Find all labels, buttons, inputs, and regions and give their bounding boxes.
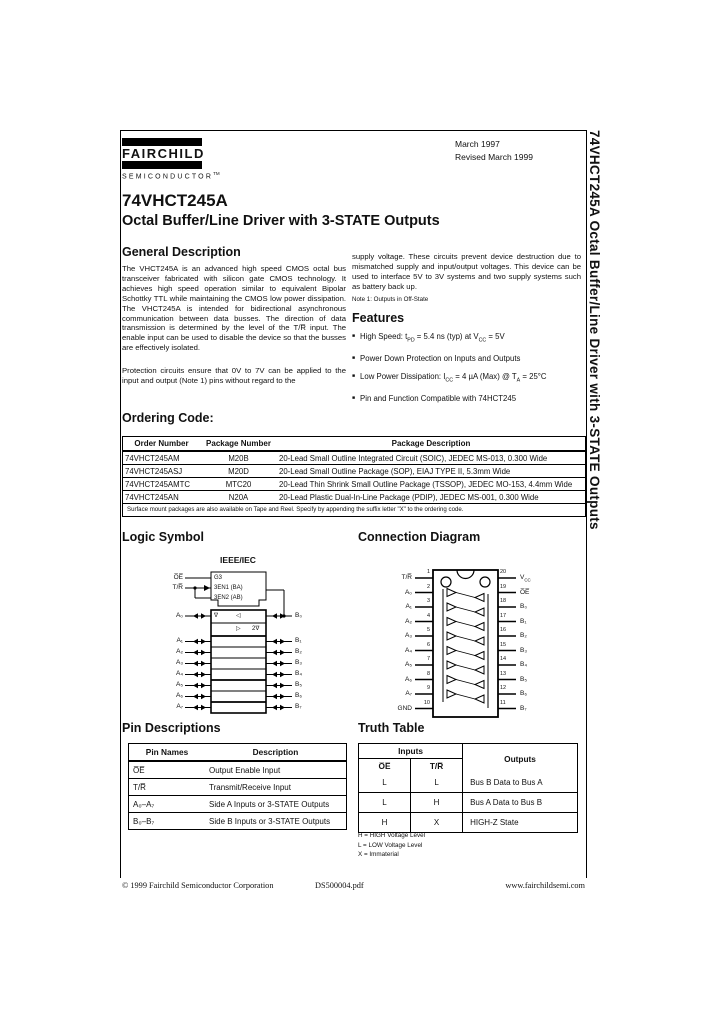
- revised-date: Revised March 1999: [455, 152, 533, 162]
- pin-description-cell: Side A Inputs or 3-STATE Outputs: [205, 796, 347, 813]
- truth-table-tbody: [359, 773, 578, 833]
- truth-table-note: L = LOW Voltage Level: [358, 841, 423, 849]
- square-bullet-icon: ■: [352, 394, 356, 401]
- truth-table-note: H = HIGH Voltage Level: [358, 832, 426, 839]
- truth-table-cell: HIGH-Z State: [463, 813, 578, 833]
- square-bullet-icon: ■: [352, 372, 356, 379]
- feature-text: High Speed: $t_{PD} = 5.4$ ns (typ) at $V_{CC} = 5V$: [360, 332, 505, 344]
- logic-right-pin-label: B₂: [295, 648, 302, 655]
- connection-left-pin-number: 2: [426, 583, 430, 590]
- pin-descriptions-heading: Pin Descriptions: [122, 721, 221, 735]
- logic-cell-left-triangle: ◁: [236, 613, 241, 619]
- feature-text: Power Down Protection on Inputs and Outputs: [360, 354, 521, 364]
- ordering-cell: 74VHCT245AN: [123, 491, 200, 504]
- note-1: Note 1: Outputs in Off-State: [352, 296, 429, 303]
- ordering-col-order: Order Number: [123, 437, 200, 451]
- pin-description-cell: B₀–B₇: [133, 816, 155, 826]
- pin-descriptions-header-row: [129, 744, 347, 762]
- connection-right-pin-label: B₀: [520, 603, 528, 610]
- ordering-cell: MTC20: [200, 478, 277, 491]
- ordering-tbody: [123, 451, 585, 503]
- ordering-cell: M20D: [200, 465, 277, 478]
- logic-right-pin-label: B₄: [295, 670, 302, 677]
- ordering-col-package: Package Number: [200, 437, 277, 451]
- features-heading: Features: [352, 311, 405, 325]
- date-block: [455, 138, 533, 164]
- square-bullet-icon: ■: [352, 355, 356, 362]
- truth-table-row: [359, 773, 578, 793]
- square-bullet-icon: ■: [352, 333, 356, 339]
- logic-right-pin-label: B₀: [295, 611, 303, 619]
- inputs-group-header: Inputs: [359, 744, 463, 759]
- feature-item: [352, 332, 582, 346]
- brand-text: FAIRCHILD: [122, 146, 205, 161]
- general-description-p3: supply voltage. These circuits prevent device destruction due to mismatched supply and input/output voltages. This device can be used to interface 5V to 3V systems and two supply systems such as battery back up.: [352, 252, 581, 291]
- pin-descriptions-table: [128, 743, 347, 830]
- connection-left-pin-label: A₂: [405, 617, 412, 625]
- general-description-p2: Protection circuits ensure that 0V to 7V can be applied to the input and output (Note 1) pins without regard to the: [122, 366, 346, 385]
- connection-left-pin-label: A₇: [405, 690, 412, 697]
- connection-left-pin-label: A₃: [405, 632, 412, 639]
- ordering-table-box: [122, 436, 586, 517]
- connection-right-pin-number: 16: [500, 627, 507, 633]
- truth-table: [358, 743, 578, 833]
- truth-table-cell: Bus B Data to Bus A: [470, 778, 543, 787]
- pin-description-row: [129, 813, 347, 830]
- pin-description-row: [129, 761, 347, 779]
- connection-left-pin-label: GND: [397, 704, 412, 712]
- truth-table-row: [359, 813, 578, 833]
- oe-column-header: O̅E̅: [359, 759, 411, 774]
- feature-text: Pin and Function Compatible with 74HCT245: [360, 393, 517, 403]
- connection-left-pin-number: 8: [426, 670, 430, 677]
- copyright-text: © 1999 Fairchild Semiconductor Corporation: [122, 881, 274, 890]
- feature-item: [352, 394, 582, 403]
- pin-description-cell: Transmit/Receive Input: [205, 779, 347, 796]
- connection-left-pin-label: A₀: [404, 588, 412, 596]
- logic-left-pin-label: A₄: [176, 670, 183, 677]
- ordering-table: [123, 437, 585, 503]
- truth-table-group-header-row: [359, 744, 578, 759]
- truth-table-cell: L: [359, 793, 411, 813]
- description-header: Description: [205, 744, 347, 762]
- ieee-iec-label: IEEE/IEC: [220, 555, 256, 565]
- connection-right-pin-number: 20: [500, 569, 507, 575]
- ordering-row: [123, 465, 585, 478]
- feature-item: [352, 372, 582, 386]
- connection-right-pin-label: $V_{CC}$: [520, 574, 531, 583]
- logic-right-pin-label: B₁: [295, 637, 302, 644]
- ordering-cell: M20B: [228, 453, 249, 463]
- connection-right-pin-label: B₁: [520, 617, 527, 625]
- fairchild-logo: [122, 138, 220, 181]
- logo-bar-bottom: [122, 161, 202, 169]
- logic-ctrl-en1: 3EN1 (BA): [214, 585, 243, 591]
- outputs-group-header: Outputs: [463, 744, 578, 774]
- ordering-cell: 20-Lead Small Outline Integrated Circuit (SOIC), JEDEC MS-013, 0.300 Wide: [279, 453, 548, 463]
- connection-left-pin-number: 10: [423, 699, 430, 706]
- logic-right-pin-label: B₆: [295, 692, 302, 699]
- pin-description-row: [129, 779, 347, 796]
- ordering-cell: 20-Lead Plastic Dual-In-Line Package (PDIP), JEDEC MS-001, 0.300 Wide: [277, 491, 585, 504]
- connection-left-pin-label: A₁: [405, 603, 412, 610]
- logic-left-pin-label: A₂: [176, 648, 183, 655]
- connection-left-pin-number: 5: [426, 627, 430, 633]
- connection-right-pin-number: 14: [500, 656, 507, 662]
- truth-table-row: [359, 793, 578, 813]
- logic-left-pin-label: T/R̅: [172, 583, 183, 591]
- logic-cell-nabla1: ∇: [214, 613, 219, 619]
- logic-cell-right-triangle: ▷: [236, 626, 241, 632]
- truth-table-cell: Bus A Data to Bus B: [463, 793, 578, 813]
- connection-right-pin-label: B₇: [520, 704, 527, 712]
- logic-right-pin-label: B₅: [295, 681, 302, 688]
- pin-description-cell: A₀–A₇: [129, 796, 206, 813]
- connection-diagram: [395, 556, 545, 728]
- logic-left-pin-label: A₅: [176, 681, 183, 688]
- tr-column-header: T/R̅: [411, 759, 463, 774]
- connection-left-pin-label: A₆: [405, 675, 412, 683]
- connection-left-pin-label: A₄: [405, 646, 412, 654]
- pin-names-header: Pin Names: [129, 744, 206, 762]
- connection-diagram-heading: Connection Diagram: [358, 530, 481, 544]
- connection-left-pin-label: T/R̅: [401, 574, 412, 581]
- truth-table-cell: L: [359, 773, 411, 793]
- brand-subtitle: [122, 171, 220, 181]
- logic-left-pin-label: A₀: [175, 611, 183, 619]
- ordering-cell: 20-Lead Small Outline Package (SOP), EIAJ TYPE II, 5.3mm Wide: [277, 465, 585, 478]
- ordering-cell: 74VHCT245AM: [125, 453, 180, 463]
- truth-table-cell: H: [411, 793, 463, 813]
- ordering-cell: 20-Lead Thin Shrink Small Outline Package (TSSOP), JEDEC MO-153, 4.4mm Wide: [277, 478, 585, 491]
- connection-right-pin-number: 13: [500, 670, 507, 677]
- website-link: www.fairchildsemi.com: [505, 881, 585, 890]
- connection-right-pin-number: 12: [500, 685, 507, 691]
- feature-text: Low Power Dissipation: $I_{CC} = 4$ µA (Max) @ $T_A = 25^\circ C$: [360, 371, 547, 384]
- truth-table-note: X = Immaterial: [358, 851, 399, 858]
- logic-symbol-heading: Logic Symbol: [122, 530, 204, 544]
- connection-left-pin-number: 3: [426, 598, 430, 604]
- general-description-p1: The VHCT245A is an advanced high speed CMOS octal bus transceiver fabricated with silicon gate CMOS technology. It achieves high speed operation similar to equivalent Bipolar Schottky TTL while maintaining the CMOS low power dissipation. The VHCT245A is intended for bidirectional asynchronous communication between data busses. The direction of data transmission is determined by the level of the T/R̅ input. The enable input can be used to disable the device so that the busses are effectively isolated.: [122, 264, 346, 353]
- ordering-cell: N20A: [200, 491, 277, 504]
- sidebar-title: 74VHCT245A Octal Buffer/Line Driver with 3-STATE Outputs: [587, 130, 602, 530]
- logic-symbol-diagram: [160, 556, 320, 728]
- logic-right-pin-label: B₇: [295, 703, 302, 710]
- ordering-row: [123, 491, 585, 504]
- connection-right-pin-number: 15: [500, 641, 507, 648]
- connection-right-pin-label: B₄: [520, 661, 527, 668]
- logic-left-pin-label: O̅E̅: [173, 573, 183, 581]
- ordering-header-row: [123, 437, 585, 451]
- publish-date: March 1997: [455, 139, 500, 149]
- connection-left-pin-number: 9: [426, 685, 430, 691]
- pin-description-cell: T/R̅: [129, 779, 206, 796]
- logic-right-pin-label: B₃: [295, 659, 302, 666]
- logic-ctrl-g3: G3: [214, 575, 223, 581]
- truth-table-notes: [358, 831, 425, 860]
- truth-table-cell: L: [411, 773, 463, 793]
- part-number-title: 74VHCT245A: [122, 191, 228, 210]
- connection-left-pin-number: 7: [426, 656, 430, 662]
- ordering-note: Surface mount packages are also available on Tape and Reel. Specify by appending the suffix letter "X" to the ordering code.: [123, 503, 585, 516]
- ordering-row: [123, 478, 585, 491]
- logic-left-pin-label: A₁: [176, 637, 183, 644]
- pin-description-row: [129, 796, 347, 813]
- truth-table-cell: H: [359, 813, 411, 833]
- truth-table-heading: Truth Table: [358, 721, 425, 735]
- brand-sub-text: SEMICONDUCTOR: [122, 173, 214, 181]
- ordering-cell: 74VHCT245ASJ: [123, 465, 200, 478]
- general-description-heading: General Description: [122, 245, 241, 259]
- logic-left-pin-label: A₆: [176, 692, 183, 699]
- ordering-row: [123, 451, 585, 465]
- truth-table-cell: X: [411, 813, 463, 833]
- brand-name: [122, 146, 205, 161]
- connection-right-pin-number: 19: [500, 583, 507, 590]
- logic-left-pin-label: A₃: [176, 659, 183, 666]
- connection-right-pin-label: B₃: [520, 646, 527, 654]
- connection-left-pin-number: 4: [426, 612, 430, 619]
- pin-description-cell: Side B Inputs or 3-STATE Outputs: [209, 816, 331, 826]
- pin-descriptions-tbody: [129, 761, 347, 830]
- connection-left-pin-number: 6: [426, 641, 430, 648]
- connection-right-pin-label: B₆: [520, 690, 527, 697]
- page-footer: [122, 881, 585, 890]
- ordering-heading: Ordering Code:: [122, 411, 214, 425]
- ordering-cell: 74VHCT245AMTC: [123, 478, 200, 491]
- ordering-col-description: Package Description: [277, 437, 585, 451]
- trademark-symbol: TM: [213, 171, 220, 176]
- logic-cell-nabla2: 2∇: [252, 626, 260, 632]
- connection-right-pin-label: B₅: [520, 675, 527, 683]
- connection-right-pin-label: O̅E̅: [520, 588, 530, 596]
- pin-description-cell: Output Enable Input: [205, 761, 347, 779]
- logic-left-pin-label: A₇: [176, 703, 183, 710]
- buffer-gates: [447, 589, 484, 704]
- feature-item: [352, 354, 582, 363]
- pin-description-cell: O̅E̅: [129, 761, 206, 779]
- connection-right-pin-number: 17: [500, 612, 507, 619]
- connection-right-pin-number: 11: [500, 699, 506, 706]
- features-list: [352, 332, 582, 411]
- logo-bar-top: [122, 138, 202, 146]
- connection-left-pin-number: 1: [426, 569, 430, 575]
- logic-ctrl-en2: 3EN2 (AB): [214, 595, 243, 601]
- document-id: DS500004.pdf: [315, 881, 364, 890]
- connection-right-pin-label: B₂: [520, 632, 527, 639]
- connection-right-pin-number: 18: [500, 598, 507, 604]
- document-title: Octal Buffer/Line Driver with 3-STATE Outputs: [122, 213, 440, 229]
- connection-left-pin-label: A₅: [405, 661, 412, 668]
